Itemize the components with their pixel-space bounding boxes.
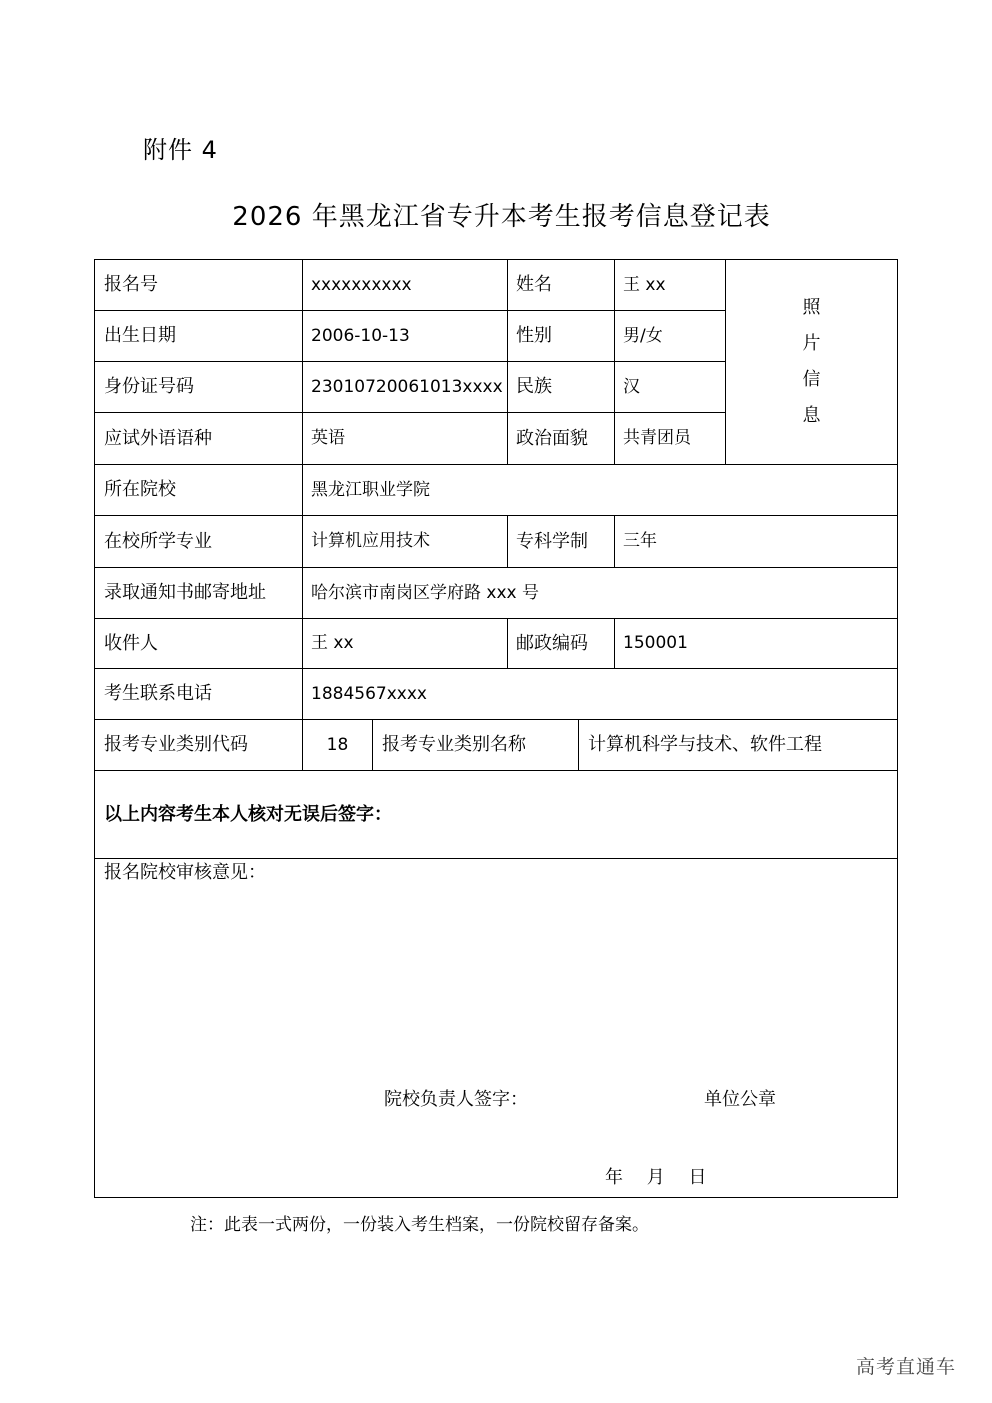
photo-char: 信 [802, 369, 821, 390]
phone-value: 1884567xxxx [311, 683, 427, 704]
political-label: 政治面貌 [516, 427, 588, 449]
political-value: 共青团员 [623, 428, 691, 448]
major-label: 在校所学专业 [104, 530, 212, 552]
category-name-value: 计算机科学与技术、软件工程 [588, 734, 822, 755]
column-divider [614, 618, 615, 668]
column-divider [507, 515, 508, 567]
review-label: 报名院校审核意见： [104, 862, 266, 883]
row-divider [95, 668, 897, 669]
column-divider [614, 260, 615, 464]
photo-placeholder [726, 260, 897, 464]
birth-label: 出生日期 [104, 325, 176, 346]
postcode-label: 邮政编码 [516, 632, 588, 654]
postcode-value: 150001 [623, 633, 688, 653]
form-title: 2026 年黑龙江省专升本考生报考信息登记表 [232, 202, 771, 232]
name-value: 王 xx [623, 274, 666, 295]
signer-label: 院校负责人签字： [384, 1089, 528, 1110]
photo-char: 片 [802, 333, 821, 354]
ethnic-label: 民族 [516, 376, 552, 397]
recipient-label: 收件人 [104, 632, 158, 654]
photo-char: 照 [802, 297, 821, 318]
row-divider [95, 618, 897, 619]
column-divider [507, 260, 508, 464]
column-divider [302, 260, 303, 770]
address-label: 录取通知书邮寄地址 [104, 582, 266, 603]
category-code-label: 报考专业类别代码 [104, 734, 248, 755]
category-name-label: 报考专业类别名称 [382, 734, 526, 755]
id-value: 23010720061013xxxx [311, 376, 503, 397]
reg-no-label: 报名号 [104, 274, 158, 295]
confirmation-text: 以上内容考生本人核对无误后签字： [104, 803, 392, 825]
ethnic-value: 汉 [623, 376, 640, 397]
school-label: 所在院校 [104, 479, 176, 500]
language-value: 英语 [311, 428, 345, 448]
phone-label: 考生联系电话 [104, 683, 212, 704]
major-value: 计算机应用技术 [311, 531, 430, 551]
gender-label: 性别 [516, 325, 552, 346]
duration-value: 三年 [623, 531, 657, 551]
footnote: 注：此表一式两份，一份装入考生档案，一份院校留存备案。 [190, 1215, 649, 1235]
duration-label: 专科学制 [516, 530, 588, 552]
column-divider [614, 515, 615, 567]
watermark: 高考直通车 [856, 1356, 957, 1378]
column-divider [578, 719, 579, 770]
seal-label: 单位公章 [704, 1089, 776, 1110]
row-divider [95, 464, 897, 465]
language-label: 应试外语语种 [104, 427, 212, 449]
photo-char: 息 [802, 405, 821, 426]
row-divider [95, 515, 897, 516]
address-value: 哈尔滨市南岗区学府路 xxx 号 [311, 582, 539, 603]
gender-value: 男/女 [623, 325, 663, 346]
name-label: 姓名 [516, 274, 552, 295]
recipient-value: 王 xx [311, 633, 354, 653]
row-divider [95, 858, 897, 859]
birth-value: 2006-10-13 [311, 325, 410, 346]
category-code-value: 18 [326, 734, 349, 755]
column-divider [507, 618, 508, 668]
id-label: 身份证号码 [104, 376, 194, 397]
reg-no-value: xxxxxxxxxx [311, 274, 412, 295]
column-divider [372, 719, 373, 770]
attachment-label: 附件 4 [143, 136, 218, 164]
date-label: 年 月 日 [605, 1167, 707, 1188]
school-value: 黑龙江职业学院 [311, 479, 430, 500]
